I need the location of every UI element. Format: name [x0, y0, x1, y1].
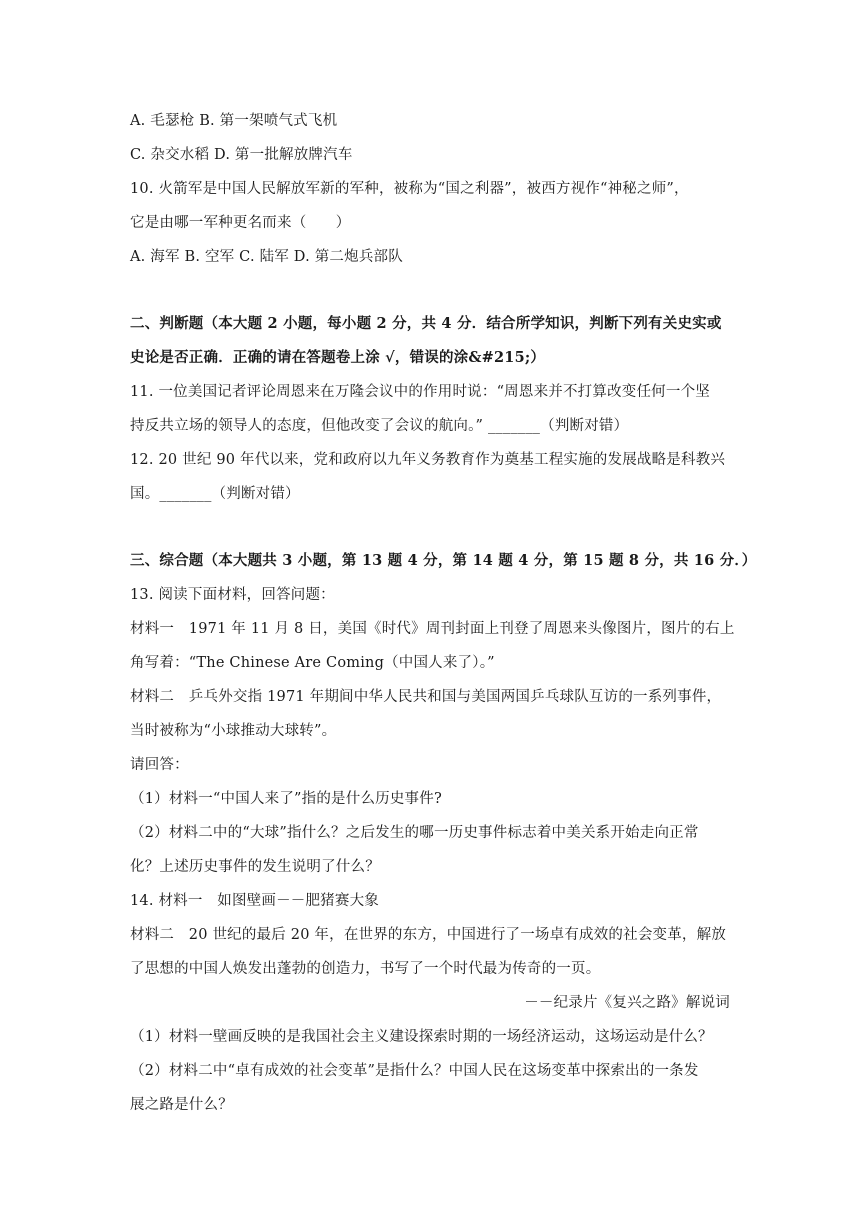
- q10-stem-line1: 10. 火箭军是中国人民解放军新的军种，被称为“国之利器”，被西方视作“神秘之师”，: [130, 181, 689, 197]
- q14-sub2-line2: 展之路是什么？: [130, 1097, 233, 1113]
- q13-material2-line1: 材料二 乒乓外交指 1971 年期间中华人民共和国与美国两国乒乓球队互访的一系列事件，: [130, 689, 722, 705]
- q14-sub1: （1）材料一壁画反映的是我国社会主义建设探索时期的一场经济运动，这场运动是什么？: [130, 1029, 713, 1045]
- q13-answer-prompt: 请回答：: [130, 757, 189, 773]
- q13-sub2-line2: 化？上述历史事件的发生说明了什么？: [130, 859, 380, 875]
- q9-options-cd: C. 杂交水稻 D. 第一批解放牌汽车: [130, 147, 353, 163]
- q11-line2: 持反共立场的领导人的态度，但他改变了会议的航向。” _______（判断对错）: [130, 418, 629, 434]
- q10-options: A. 海军 B. 空军 C. 陆军 D. 第二炮兵部队: [130, 249, 403, 265]
- q13-sub1: （1）材料一“中国人来了”指的是什么历史事件?: [130, 791, 442, 807]
- section3-heading: 三、综合题（本大题共 3 小题，第 13 题 4 分，第 14 题 4 分，第 15 题 8 分，共 16 分．）: [130, 552, 757, 569]
- q14-material2-line2: 了思想的中国人焕发出蓬勃的创造力，书写了一个时代最为传奇的一页。: [130, 961, 601, 977]
- q13-material2-line2: 当时被称为“小球推动大球转”。: [130, 723, 337, 739]
- section2-heading-line1: 二、判断题（本大题 2 小题，每小题 2 分，共 4 分．结合所学知识，判断下列有关史实或: [130, 315, 722, 332]
- q14-material2-source: －－纪录片《复兴之路》解说词: [524, 995, 730, 1011]
- q12-line1: 12. 20 世纪 90 年代以来，党和政府以九年义务教育作为奠基工程实施的发展战略是科教兴: [130, 452, 726, 468]
- q13-material1-line1: 材料一 1971 年 11 月 8 日，美国《时代》周刊封面上刊登了周恩来头像图片，图片的右上: [130, 621, 735, 637]
- q14-material1: 14. 材料一 如图壁画－－肥猪赛大象: [130, 893, 379, 909]
- q13-material1-line2: 角写着：“The Chinese Are Coming（中国人来了）。”: [130, 655, 495, 671]
- q13-sub2-line1: （2）材料二中的“大球”指什么？之后发生的哪一历史事件标志着中美关系开始走向正常: [130, 825, 699, 841]
- q11-line1: 11. 一位美国记者评论周恩来在万隆会议中的作用时说：“周恩来并不打算改变任何一个坚: [130, 384, 710, 400]
- q12-line2: 国。_______（判断对错）: [130, 486, 300, 502]
- section2-heading-line2: 史论是否正确．正确的请在答题卷上涂 √，错误的涂&#215;）: [130, 349, 546, 366]
- q14-sub2-line1: （2）材料二中“卓有成效的社会变革”是指什么？中国人民在这场变革中探索出的一条发: [130, 1063, 699, 1079]
- q10-stem-line2: 它是由哪一军种更名而来（ ）: [130, 215, 351, 231]
- q9-options-ab: A. 毛瑟枪 B. 第一架喷气式飞机: [130, 113, 338, 129]
- q13-stem: 13. 阅读下面材料，回答问题：: [130, 587, 335, 603]
- q14-material2-line1: 材料二 20 世纪的最后 20 年，在世界的东方，中国进行了一场卓有成效的社会变革，解放: [130, 927, 727, 943]
